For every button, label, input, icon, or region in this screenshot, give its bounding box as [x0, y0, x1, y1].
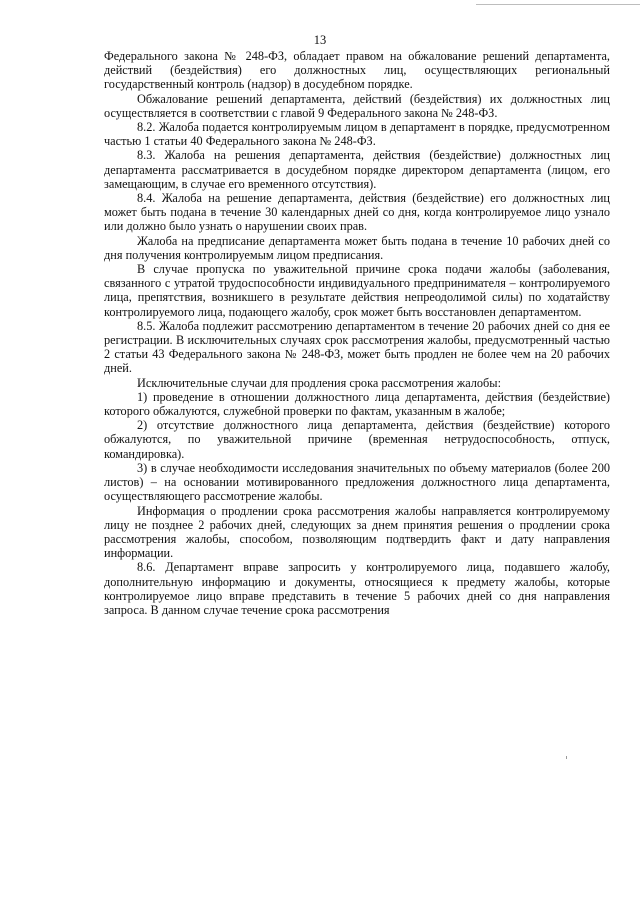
paragraph-8-2: 8.2. Жалоба подается контролируемым лицом в департамент в порядке, предусмотренном частью 1 статьи 40 Федерального закона № 248-ФЗ.	[104, 120, 610, 149]
paragraph-exceptional-cases-heading: Исключительные случаи для продления срока рассмотрения жалобы:	[137, 375, 501, 390]
list-item-1: 1) проведение в отношении должностного лица департамента, действия (бездействие) которого обжалуются, служебной проверки по фактам, указанным в жалобе;	[104, 389, 610, 419]
paragraph-8-6: 8.6. Департамент вправе запросить у контролируемого лица, подавшего жалобу, дополнительную информацию и документы, относящиеся к предмету жалобы, которые контролируемое лицо вправе представить в течение 5 рабочих дней со дня направления запроса. В данном случае течение срока рассмотрения	[104, 560, 610, 617]
list-item-2: 2) отсутствие должностного лица департамента, действия (бездействие) которого обжалуются, по уважительной причине (временная нетрудоспособность, отпуск, командировка).	[104, 418, 610, 461]
paragraph-appeal-right: Федерального закона № 248-ФЗ, обладает правом на обжалование решений департамента, действий (бездействия) его должностных лиц, осуществляющих региональный государственный контроль (надзор) в досудебном порядке.	[104, 49, 610, 92]
paragraph-8-4: 8.4. Жалоба на решение департамента, действия (бездействие) его должностных лиц может быть подана в течение 30 календарных дней со дня, когда контролируемое лицо узнало или должно было узнать о нарушении своих прав.	[104, 191, 610, 234]
paragraph-appeal-procedure: Обжалование решений департамента, действий (бездействия) их должностных лиц осуществляется в соответствии с главой 9 Федерального закона № 248-ФЗ.	[104, 91, 610, 120]
scan-speck	[566, 756, 567, 759]
paragraph-deadline-restoration: В случае пропуска по уважительной причине срока подачи жалобы (заболевания, связанного с утратой трудоспособности индивидуального предпринимателя – контролируемого лица, препятствия, возникшего в результате действия непреодолимой силы) по ходатайству контролируемого лица, подающего жалобу, срок может быть восстановлен департаментом.	[104, 262, 610, 319]
page-number: 13	[313, 33, 327, 47]
list-item-3: 3) в случае необходимости исследования значительных по объему материалов (более 200 листов) – на основании мотивированного предложения должностного лица департамента, осуществляющего рассмотрение жалобы.	[104, 460, 610, 504]
paragraph-prescription-appeal: Жалоба на предписание департамента может быть подана в течение 10 рабочих дней со дня получения контролируемым лицом предписания.	[104, 233, 610, 262]
document-body	[104, 49, 610, 617]
paragraph-8-3: 8.3. Жалоба на решения департамента, действия (бездействие) должностных лиц департамента рассматривается в досудебном порядке директором департамента (лицом, его замещающим, в случае его временного отсутствия).	[104, 148, 610, 191]
paragraph-extension-notice: Информация о продлении срока рассмотрения жалобы направляется контролируемому лицу не позднее 2 рабочих дней, следующих за днем принятия решения о продлении срока рассмотрения жалобы, способом, позволяющим подтвердить факт и дату направления информации.	[104, 503, 610, 561]
paragraph-8-5: 8.5. Жалоба подлежит рассмотрению департаментом в течение 20 рабочих дней со дня ее регистрации. В исключительных случаях срок рассмотрения жалобы, предусмотренный частью 2 статьи 43 Федерального закона № 248-ФЗ, может быть продлен не более чем на 20 рабочих дней.	[104, 318, 610, 376]
scan-edge-line	[476, 4, 640, 5]
